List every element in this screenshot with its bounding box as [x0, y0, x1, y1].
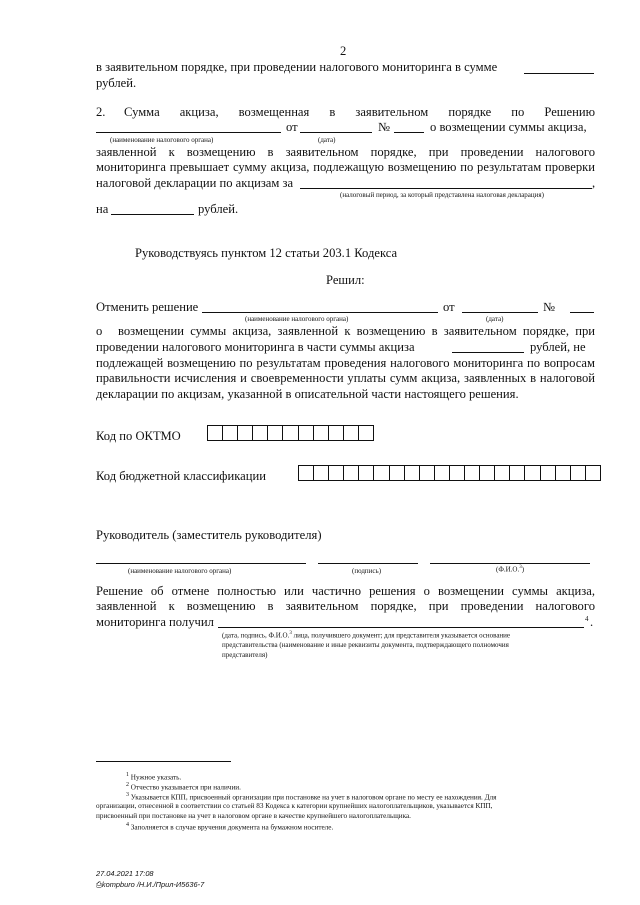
footer-date: 27.04.2021 17:08: [96, 869, 154, 878]
intro-line-2: рублей.: [96, 76, 137, 90]
item-2-line-6-prefix: на: [96, 202, 109, 216]
head-organ-blank[interactable]: [96, 563, 306, 564]
cancel-from: от: [443, 300, 455, 314]
received-line-1: Решение об отмене полностью или частично решения о возмещении суммы акциза,: [96, 584, 595, 598]
cancel-prefix: Отменить решение: [96, 300, 199, 314]
received-line-2: заявленной к возмещению в заявительном порядке, при проведении налогового: [96, 599, 595, 613]
head-label: Руководитель (заместитель руководителя): [96, 528, 322, 542]
head-fio-blank[interactable]: [430, 563, 590, 564]
footer-path: ⎙kompburo /Н.И./Прил-И5636-7: [96, 880, 205, 889]
sign-caption-organ: (наименование налогового органа): [128, 567, 232, 575]
oktmo-code-boxes[interactable]: [207, 425, 374, 441]
number-blank[interactable]: [394, 132, 424, 133]
oktmo-label: Код по ОКТМО: [96, 429, 181, 443]
period-blank[interactable]: [300, 188, 592, 189]
cancel-p1b: возмещении суммы акциза, заявленной к возмещению в заявительном порядке, при: [118, 324, 595, 338]
item-2-line-5: налоговой декларации по акцизам за: [96, 176, 294, 190]
printer-icon: ⎙: [96, 880, 102, 889]
amount-blank[interactable]: [524, 73, 594, 74]
caption-date: (дата): [318, 136, 336, 144]
received-sup: 4: [585, 615, 589, 623]
footnote-separator: [96, 761, 231, 762]
date-blank[interactable]: [300, 132, 372, 133]
footnote-3-cont-1: организации, отнесенной в соответствии со статьей 83 Кодекса к категории крупнейших налогоплательщиков, указывается КПП,: [96, 802, 493, 810]
page-number: 2: [340, 44, 347, 58]
cancel-p4: правильности исчисления и своевременности уплаты сумм акциза, заявленных в налоговой: [96, 371, 595, 385]
footnote-3: $^3$ Указывается КПП, присвоенный организации при постановке на учет в налоговом органе по месту ее нахождения. Для: [126, 792, 497, 802]
item-2-line-5-end: ,: [592, 176, 596, 190]
cancel-p3: подлежащей возмещению по результатам проведения налогового мониторинга по вопросам: [96, 356, 595, 370]
cancel-p1a: о: [96, 324, 103, 338]
item-2-num-sign: №: [378, 120, 391, 134]
intro-line-1: в заявительном порядке, при проведении налогового мониторинга в сумме: [96, 60, 498, 74]
received-caption-1: (дата, подпись, Ф.И.О.$^3$ лица, получившего документ; для представителя указывается основание: [222, 631, 511, 640]
item-2-number: 2.: [96, 105, 106, 119]
received-line-3: мониторинга получил: [96, 615, 214, 629]
cancel-p2b: рублей, не: [530, 340, 586, 354]
item-2-line-4: мониторинга превышает сумму акциза, подлежащую возмещению по результатам проверки: [96, 160, 595, 174]
guided-text: Руководствуясь пунктом 12 статьи 203.1 Кодекса: [135, 246, 398, 260]
cancel-date-blank[interactable]: [462, 312, 538, 313]
item-2-line-3: заявленной к возмещению в заявительном порядке, при проведении налогового: [96, 145, 595, 159]
cancel-p5: декларации по акцизам, указанной в описательной части настоящего решения.: [96, 387, 519, 401]
cancel-amount-blank[interactable]: [452, 352, 524, 353]
cancel-caption-date: (дата): [486, 315, 504, 323]
item-2-line-6-suffix: рублей.: [198, 202, 239, 216]
organ-blank[interactable]: [96, 132, 281, 133]
sign-caption-signature: (подпись): [352, 567, 382, 575]
decided-heading: Решил:: [326, 273, 365, 287]
caption-organ: (наименование налогового органа): [110, 136, 214, 144]
kbk-label: Код бюджетной классификации: [96, 469, 266, 483]
footnote-1: $^1$ Нужное указать.: [126, 772, 182, 782]
received-blank[interactable]: [218, 627, 584, 628]
received-caption-2: представительства (наименование и иные реквизиты документа, подтверждающего полномочия: [222, 641, 509, 649]
amount-blank-2[interactable]: [111, 214, 194, 215]
footnote-4: $^4$ Заполняется в случае вручения документа на бумажном носителе.: [126, 822, 334, 832]
cancel-number-blank[interactable]: [570, 312, 594, 313]
kbk-code-boxes[interactable]: [298, 465, 601, 481]
footnote-2: $^2$ Отчество указывается при наличии.: [126, 782, 241, 792]
footnote-3-cont-2: присвоенный при постановке на учет в налоговом органе в качестве крупнейшего налогоплательщика.: [96, 812, 411, 820]
cancel-organ-blank[interactable]: [202, 312, 438, 313]
cancel-caption-organ: (наименование налогового органа): [245, 315, 349, 323]
cancel-p2a: проведении налогового мониторинга в части суммы акциза: [96, 340, 415, 354]
cancel-num-sign: №: [543, 300, 556, 314]
head-signature-blank[interactable]: [318, 563, 418, 564]
received-line-3-end: .: [590, 615, 594, 629]
received-caption-3: представителя): [222, 651, 268, 659]
caption-period: (налоговый период, за который представлена налоговая декларация): [340, 191, 544, 199]
item-2-from: от: [286, 120, 298, 134]
sign-caption-fio: (Ф.И.О.$^3$): [496, 565, 525, 574]
item-2-line-1: Сумма акциза, возмещенная в заявительном порядке по Решению: [124, 105, 595, 119]
item-2-line-2-tail: о возмещении суммы акциза,: [430, 120, 587, 134]
